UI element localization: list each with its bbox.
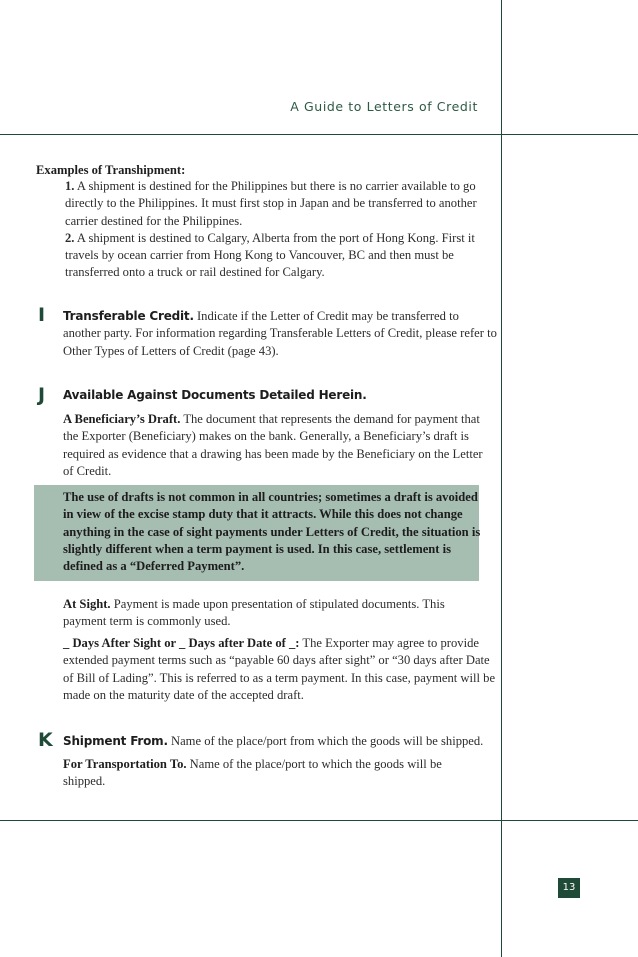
section-j-heading: Available Against Documents Detailed Herein.: [63, 388, 367, 402]
transportation-to-text: Name of the place/port to which the goods will be shipped.: [63, 757, 442, 789]
transportation-to-lead: For Transportation To.: [63, 757, 187, 771]
section-letter-k: K: [38, 729, 53, 751]
beneficiary-draft-text: The document that represents the demand for payment that the Exporter (Beneficiary) makes on the bank. Generally, a Beneficiary’s draft is required as evidence that a drawing has been made by the Beneficiary on the Letter of Credit.: [63, 412, 483, 478]
highlight-text: The use of drafts is not common in all countries; sometimes a draft is avoided in view of the excise stamp duty that it attracts. While this does not change anything in the case of sight payments under Letters of Credit, the situation is slightly different when a term payment is used. In this case, settlement is defined as a “Deferred Payment”.: [63, 490, 481, 574]
shipment-from-text: Name of the place/port from which the goods will be shipped.: [171, 734, 484, 748]
section-letter-i: I: [38, 304, 46, 326]
days-after-text: The Exporter may agree to provide extended payment terms such as “payable 60 days after sight” or “30 days after Date of Bill of Lading”. This is referred to as a term payment. In this case, payment will be made on the maturity date of the accepted draft.: [63, 636, 496, 702]
section-letter-j: J: [38, 384, 46, 406]
example-1-text: A shipment is destined for the Philippines but there is no carrier available to go directly to the Philippines. It must first stop in Japan and be transferred to another carrier destined for the Philippines.: [65, 179, 477, 228]
example-2-number: 2.: [65, 230, 75, 245]
example-item-1: [65, 178, 497, 230]
examples-list: [65, 178, 497, 282]
bottom-horizontal-rule: [0, 820, 638, 821]
beneficiary-draft-lead: A Beneficiary’s Draft.: [63, 412, 181, 426]
at-sight-text: Payment is made upon presentation of stipulated documents. This payment term is commonly used.: [63, 597, 445, 629]
vertical-rule: [501, 0, 502, 957]
shipment-from-lead: Shipment From.: [63, 734, 168, 748]
section-i-text: Indicate if the Letter of Credit may be transferred to another party. For information regarding Transferable Letters of Credit, please refer to Other Types of Letters of Credit (page 43).: [63, 309, 497, 358]
transportation-to-paragraph: [63, 756, 463, 791]
days-after-lead: _ Days After Sight or _ Days after Date of _:: [63, 636, 300, 650]
running-header-title: A Guide to Letters of Credit: [290, 99, 478, 114]
section-i-lead: Transferable Credit.: [63, 309, 194, 323]
at-sight-lead: At Sight.: [63, 597, 111, 611]
section-i-paragraph: [63, 308, 497, 360]
page-number-badge: 13: [558, 878, 580, 898]
top-horizontal-rule: [0, 134, 638, 135]
examples-title: Examples of Transhipment:: [36, 163, 186, 177]
at-sight-paragraph: [63, 596, 473, 631]
shipment-from-paragraph: [63, 733, 497, 750]
example-1-number: 1.: [65, 179, 75, 193]
days-after-paragraph: [63, 635, 497, 704]
beneficiary-draft-paragraph: [63, 411, 487, 480]
example-item-2: [65, 230, 497, 282]
example-2-text: A shipment is destined to Calgary, Alberta from the port of Hong Kong. First it travels by ocean carrier from Hong Kong to Vancouver, BC and then must be transferred onto a truck or rail destined for Calgary.: [65, 230, 475, 280]
